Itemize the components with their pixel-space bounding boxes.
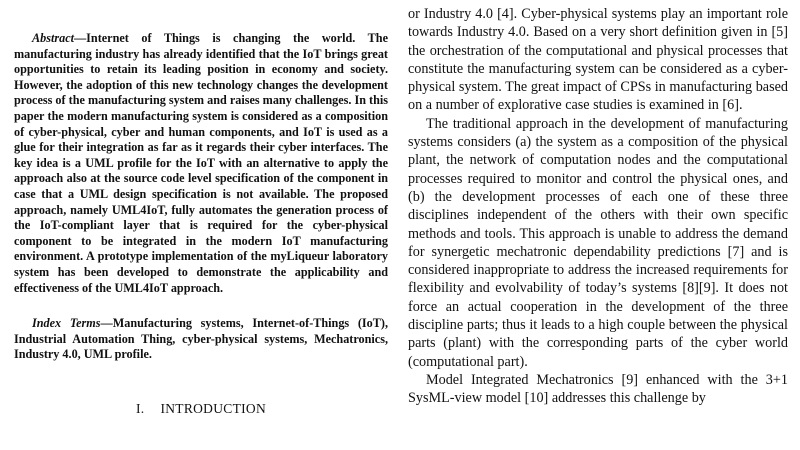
index-terms-paragraph: [14, 316, 388, 363]
abstract-text: —Internet of Things is changing the world. The manufacturing industry has already identified that the IoT brings great opportunities to retain its leading position in economy and society. However, the adoption of this new technology changes the development process of the manufacturing system and raises many challenges. In this paper the modern manufacturing system is considered as a composition of cyber-physical, cyber and human components, and IoT is used as a glue for their integration as far as it regards their cyber interfaces. The key idea is a UML profile for the IoT with an alternative to apply the approach also at the source code level specification of the component in case that a UML design specification is not available. The proposed approach, namely UML4IoT, fully automates the generation process of the IoT-compliant layer that is required for the cyber-physical component to be integrated in the modern IoT manufacturing environment. A prototype implementation of the myLiqueur laboratory system has been developed to demonstrate the applicability and effectiveness of the UML4IoT approach.: [14, 31, 388, 295]
section-heading: [14, 401, 388, 417]
abstract-paragraph: [14, 31, 388, 296]
index-terms-text: —Manufacturing systems, Internet-of-Things (IoT), Industrial Automation Thing, cyber-physical systems, Mechatronics, Industry 4.0, UML profile.: [14, 316, 388, 362]
body-paragraph-3: Model Integrated Mechatronics [9] enhanced with the 3+1 SysML-view model [10] addresses this challenge by: [408, 371, 788, 407]
left-column: [14, 0, 388, 417]
body-paragraph-2: The traditional approach in the development of manufacturing systems considers (a) the system as a composition of the physical plant, the network of computation nodes and the computational processes required to monitor and control the physical ones, and (b) the development processes of each one of these three disciplines independent of the others with their own specific methods and tools. This approach is unable to address the demand for synergetic mechatronic dependability predictions [7] and is considered inappropriate to address the increased requirements for flexibility and evolvability of today’s systems [8][9]. It does not force an actual cooperation in the development of the three discipline parts; thus it leads to a high couple between the physical parts (plant) with the corresponding parts of the cyber world (computational part).: [408, 115, 788, 370]
abstract-lead: Abstract: [32, 31, 74, 45]
section-title: INTRODUCTION: [160, 400, 267, 416]
index-terms-lead: Index Terms: [32, 316, 101, 331]
section-number: I.: [135, 400, 145, 416]
right-column: [408, 0, 788, 408]
body-paragraph-1: or Industry 4.0 [4]. Cyber-physical systems play an important role towards Industry 4.0. Based on a very short definition given in [5] the orchestration of the computational and physical processes that constitute the manufacturing system can be considered as a cyber-physical system. The great impact of CPSs in manufacturing based on a number of explorative case studies is examined in [6].: [408, 6, 788, 114]
